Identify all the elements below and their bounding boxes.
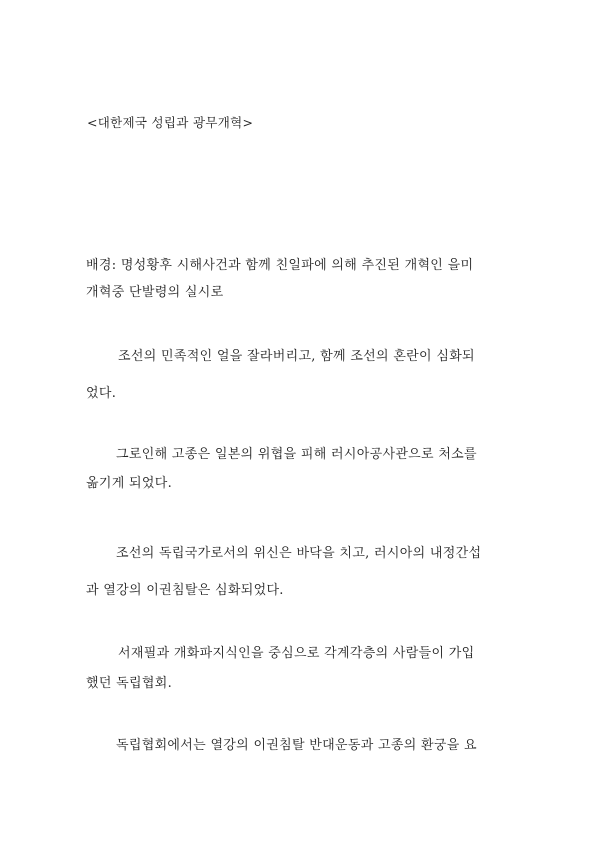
background-text-line-2: 개혁중 단발령의 실시로 bbox=[86, 285, 224, 300]
paragraph-3-line-1: 조선의 독립국가로서의 위신은 바닥을 치고, 러시아의 내정간섭 bbox=[116, 546, 482, 561]
paragraph-4-line-1: 서재필과 개화파지식인을 중심으로 각계각층의 사람들이 가입 bbox=[118, 646, 475, 661]
paragraph-2-line-2: 옮기게 되었다. bbox=[86, 476, 173, 491]
document-title: <대한제국 성립과 광무개혁> bbox=[87, 115, 254, 130]
paragraph-2-line-1: 그로인해 고종은 일본의 위협을 피해 러시아공사관으로 처소를 bbox=[116, 447, 477, 462]
paragraph-1-line-2: 었다. bbox=[86, 386, 117, 401]
paragraph-5-line-1: 독립협회에서는 열강의 이권침탈 반대운동과 고종의 환궁을 요 bbox=[116, 738, 477, 753]
paragraph-4-line-2: 했던 독립협회. bbox=[86, 676, 173, 691]
paragraph-3-line-2: 과 열강의 이권침탈은 심화되었다. bbox=[86, 583, 284, 598]
paragraph-1-line-1: 조선의 민족적인 얼을 잘라버리고, 함께 조선의 혼란이 심화되 bbox=[118, 349, 475, 364]
background-text-line-1: 배경: 명성황후 시해사건과 함께 친일파에 의해 추진된 개혁인 을미 bbox=[86, 258, 474, 273]
